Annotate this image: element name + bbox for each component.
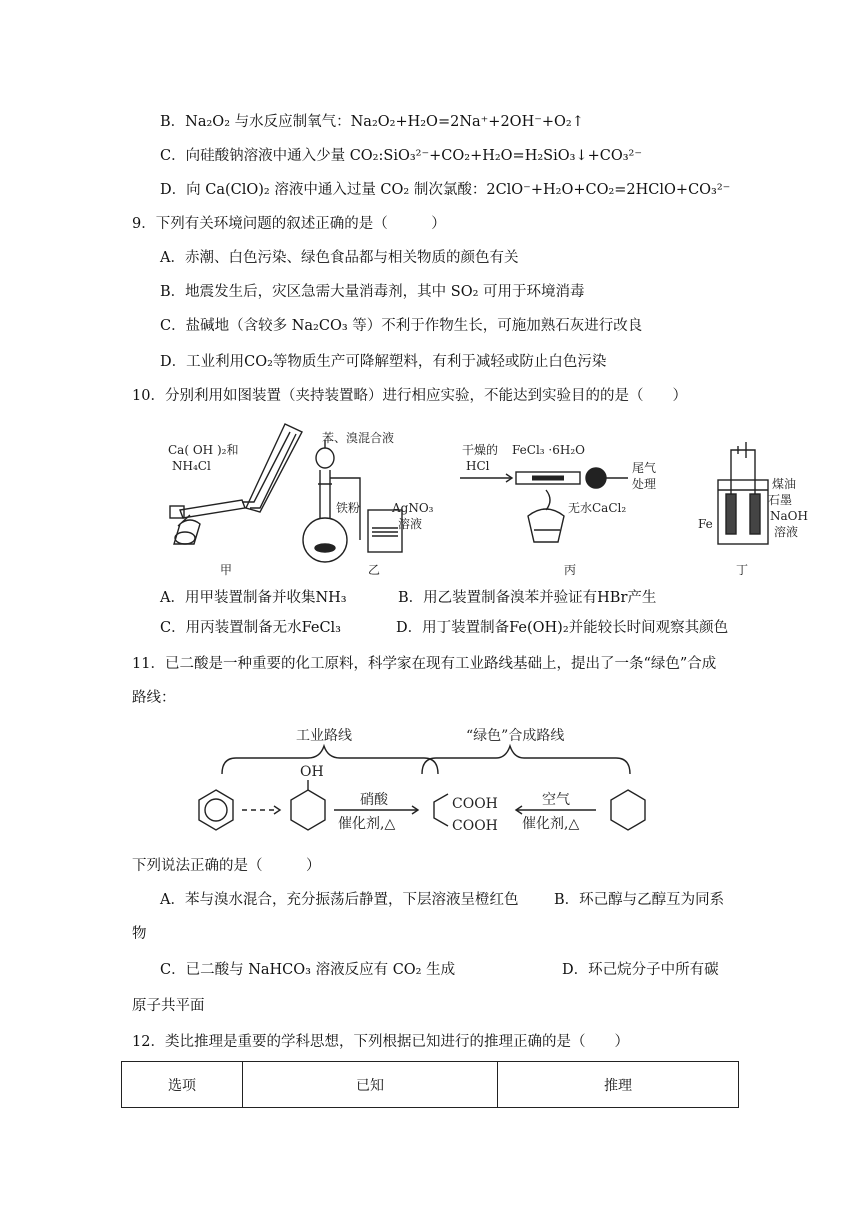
bing-tail-2: 处理 — [632, 477, 657, 491]
ding-solution: 溶液 — [774, 525, 799, 539]
q9-stem: 9．下列有关环境问题的叙述正确的是（ ） — [132, 216, 446, 232]
q8-option-d: D．向 Ca(ClO)₂ 溶液中通入过量 CO₂ 制次氯酸：2ClO⁻+H₂O+CO₂=2HClO+CO₃²⁻ — [160, 182, 731, 198]
q8-option-c: C．向硅酸钠溶液中通入少量 CO₂:SiO₃²⁻+CO₂+H₂O=H₂SiO₃↓+CO₃²⁻ — [160, 148, 642, 164]
q12-table — [121, 1061, 739, 1108]
q11-stem-line1: 11．已二酸是一种重要的化工原料，科学家在现有工业路线基础上，提出了一条“绿色”合成 — [132, 656, 717, 672]
q11-lead: 下列说法正确的是（ ） — [132, 858, 321, 874]
catalyst-label-1: 催化剂,△ — [338, 816, 396, 832]
q11-option-b: B．环己醇与乙醇互为同系 — [554, 892, 725, 908]
brace-industrial — [222, 746, 438, 774]
jia-label-2: NH₄Cl — [172, 459, 211, 473]
q12-stem: 12．类比推理是重要的学科思想，下列根据已知进行的推理正确的是（ ） — [132, 1034, 629, 1050]
cyclohexane-ring — [611, 790, 645, 830]
apparatus-ding — [718, 442, 768, 544]
industrial-route-label: 工业路线 — [296, 728, 352, 744]
bing-cacl2: 无水CaCl₂ — [568, 501, 627, 515]
yi-solution: 溶液 — [398, 517, 423, 531]
q10-option-a: A．用甲装置制备并收集NH₃ — [160, 590, 347, 606]
q11-route-figure — [196, 720, 660, 844]
q10-stem: 10．分别利用如图装置（夹持装置略）进行相应实验，不能达到实验目的的是（ ） — [132, 388, 687, 404]
q11-option-d: D．环己烷分子中所有碳 — [562, 962, 719, 978]
ding-graphite: 石墨 — [768, 493, 793, 507]
q9-option-d: D．工业利用CO₂等物质生产可降解塑料，有利于减轻或防止白色污染 — [160, 354, 607, 370]
brace-green — [422, 746, 630, 774]
q10-option-b: B．用乙装置制备溴苯并验证有HBr产生 — [398, 590, 657, 606]
q10-option-c: C．用丙装置制备无水FeCl₃ — [160, 620, 341, 636]
caption-jia: 甲 — [220, 563, 233, 577]
cyclohexanol-ring — [291, 780, 325, 830]
q11-option-a: A．苯与溴水混合，充分振荡后静置，下层溶液呈橙红色 — [160, 892, 519, 908]
yi-iron: 铁粉 — [336, 501, 361, 515]
table-header-option: 选项 — [122, 1062, 243, 1108]
ding-fe: Fe — [698, 517, 713, 531]
benzene-ring — [199, 790, 233, 830]
catalyst-label-2: 催化剂,△ — [522, 816, 580, 832]
q10-apparatus-figure — [150, 420, 808, 580]
q9-option-a: A．赤潮、白色污染、绿色食品都与相关物质的颜色有关 — [160, 250, 519, 266]
bing-tail-1: 尾气 — [632, 461, 657, 475]
yi-agno3: AgNO₃ — [392, 501, 434, 515]
table-header-known: 已知 — [243, 1062, 498, 1108]
q9-option-b: B．地震发生后，灾区急需大量消毒剂，其中 SO₂ 可用于环境消毒 — [160, 284, 585, 300]
table-header-inference: 推理 — [498, 1062, 739, 1108]
bing-hcl: HCl — [466, 459, 490, 473]
green-route-label: “绿色”合成路线 — [466, 728, 565, 744]
q11-stem-line2: 路线： — [132, 690, 176, 706]
apparatus-jia — [170, 424, 302, 544]
jia-label: Ca( OH )₂和 — [168, 443, 239, 457]
q11-option-c: C．已二酸与 NaHCO₃ 溶液反应有 CO₂ 生成 — [160, 962, 456, 978]
bing-dry: 干燥的 — [462, 443, 499, 457]
caption-bing: 丙 — [564, 563, 577, 577]
q11-option-d-cont: 原子共平面 — [132, 998, 205, 1014]
nitric-acid-label: 硝酸 — [360, 792, 388, 808]
caption-yi: 乙 — [368, 563, 381, 577]
q9-option-c: C．盐碱地（含较多 Na₂CO₃ 等）不利于作物生长，可施加熟石灰进行改良 — [160, 318, 643, 334]
q10-option-d: D．用丁装置制备Fe(OH)₂并能较长时间观察其颜色 — [396, 620, 729, 636]
ding-kerosene: 煤油 — [772, 477, 797, 491]
q8-option-b: B．Na₂O₂ 与水反应制氧气：Na₂O₂+H₂O=2Na⁺+2OH⁻+O₂↑ — [160, 114, 584, 130]
adipic-acid — [434, 794, 448, 826]
ding-naoh: NaOH — [770, 509, 808, 523]
cooh-2: COOH — [452, 818, 498, 834]
q11-option-b-cont: 物 — [132, 926, 147, 942]
air-label: 空气 — [542, 792, 570, 808]
oh-label: OH — [300, 764, 324, 780]
caption-ding: 丁 — [736, 563, 749, 577]
cooh-1: COOH — [452, 796, 498, 812]
yi-label: 苯、溴混合液 — [322, 431, 395, 445]
bing-fecl3: FeCl₃ ·6H₂O — [512, 443, 585, 457]
table-row — [122, 1062, 739, 1108]
